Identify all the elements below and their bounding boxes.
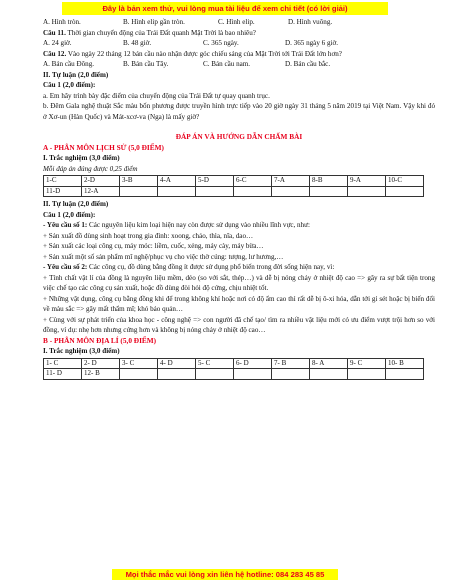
answer-cell: 2-D xyxy=(82,176,120,187)
answer-cell xyxy=(196,186,234,197)
answer-cell xyxy=(272,369,310,380)
answer-cell xyxy=(310,186,348,197)
preview-banner: Đây là bản xem thử, vui lòng mua tài liệu để xem chi tiết (có lời giải) xyxy=(62,2,388,15)
section-b-title: B - PHÂN MÔN ĐỊA LÍ (5,0 ĐIỂM) xyxy=(43,335,157,345)
answer-cell: 6-C xyxy=(234,176,272,187)
answer-cell xyxy=(348,369,386,380)
answer-cell: 5- C xyxy=(196,358,234,369)
answer-title: ĐÁP ÁN VÀ HƯỚNG DẪN CHẤM BÀI xyxy=(175,132,303,141)
question-text: Thời gian chuyển động của Trái Đất quanh Mặt Trời là bao nhiêu? xyxy=(65,28,256,37)
list-item: + Sản xuất một số sản phẩm mĩ nghệ/phục vụ cho việc thờ cúng: tượng, lư hương,… xyxy=(43,252,284,261)
answer-cell xyxy=(348,186,386,197)
q11-options xyxy=(43,38,435,49)
answer-cell xyxy=(158,369,196,380)
a-part2-heading: II. Tự luận (2,0 điểm) xyxy=(43,200,109,208)
answer-cell: 9-A xyxy=(348,176,386,187)
answer-cell: 2- D xyxy=(82,358,120,369)
answer-cell: 6- D xyxy=(234,358,272,369)
essay-b: b. Đêm Gala nghệ thuật Sắc màu bốn phương được truyền hình trực tiếp vào 20 giờ ngày 31 tháng 5 năm 2019 tại Việt Nam. Vậy khi đó ở Xơ-un (Hàn Quốc) và Mát-xcơ-va (Nga) là mấy giờ? xyxy=(43,102,435,121)
answer-cell: 3- C xyxy=(120,358,158,369)
section-a-title: A - PHÂN MÔN LỊCH SỬ (5,0 ĐIỂM) xyxy=(43,142,164,152)
requirement-text: Các công cụ, đồ dùng bằng đồng ít được sử dụng phổ biến trong đời sống hiện nay, vì: xyxy=(87,263,335,271)
document-body xyxy=(43,17,435,382)
answer-cell xyxy=(120,186,158,197)
list-item: + Tính chất vật lí của đồng là nguyên liệu mềm, dẻo (so với sắt, thép…) và dễ bị nóng chảy ở nhiệt độ cao => gây ra sự bất tiện trong việc chế tạo các công cụ sản xuất, hoặc đồ dùng đòi hỏi độ cứng, chịu nhiệt tốt. xyxy=(43,273,435,292)
answer-cell: 9- C xyxy=(348,358,386,369)
hotline-banner: Mọi thắc mắc vui lòng xin liên hệ hotline: 084 283 45 85 xyxy=(112,569,338,580)
list-item: + Sản xuất đồ dùng sinh hoạt trong gia đình: xoong, chảo, thìa, nĩa, dao… xyxy=(43,231,254,240)
requirement-text: Các nguyên liệu kim loại hiện nay còn được sử dụng vào nhiều lĩnh vực, như: xyxy=(87,221,310,229)
answer-cell xyxy=(272,186,310,197)
q10-option-d: D. Hình vuông. xyxy=(288,18,333,26)
answer-cell xyxy=(120,369,158,380)
answer-cell xyxy=(310,369,348,380)
requirement-label: - Yêu cầu số 2: xyxy=(43,263,88,271)
question-label: Câu 11. xyxy=(43,28,66,37)
q12-option-d: D. Bán cầu bắc. xyxy=(285,60,331,68)
q12-option-b: B. Bán cầu Tây. xyxy=(123,60,169,68)
q11-option-c: C. 365 ngày. xyxy=(203,39,239,47)
answer-cell: 11-D xyxy=(44,186,82,197)
answer-cell: 7-A xyxy=(272,176,310,187)
table-row xyxy=(44,369,424,380)
answer-cell xyxy=(234,186,272,197)
answer-cell xyxy=(386,186,424,197)
q10-option-b: B. Hình elip gần tròn. xyxy=(123,18,185,26)
b-part1-heading: I. Trắc nghiệm (3,0 điểm) xyxy=(43,347,120,355)
answer-cell: 1-C xyxy=(44,176,82,187)
q10-option-a: A. Hình tròn. xyxy=(43,18,81,26)
list-item: + Sản xuất các loại công cụ, máy móc: liềm, cuốc, xẻng, máy cày, máy bừa… xyxy=(43,242,264,250)
q11-option-d: D. 365 ngày 6 giờ. xyxy=(285,39,339,47)
question-11 xyxy=(43,28,435,39)
answer-cell: 10-C xyxy=(386,176,424,187)
q10-options xyxy=(43,17,435,28)
table-row xyxy=(44,176,424,187)
answer-cell: 12-A xyxy=(82,186,120,197)
answer-cell: 11- D xyxy=(44,369,82,380)
answer-cell xyxy=(234,369,272,380)
question-label: Câu 12. xyxy=(43,49,67,58)
table-row xyxy=(44,186,424,197)
answer-cell: 8- A xyxy=(310,358,348,369)
q12-option-c: C. Bán cầu nam. xyxy=(203,60,251,68)
history-answer-table xyxy=(43,175,424,197)
requirement-label: - Yêu cầu số 1: xyxy=(43,221,88,229)
list-item: + Cùng với sự phát triển của khoa học - công nghệ => con người đã chế tạo/ tìm ra nhiều vật liệu mới có ưu điểm vượt trội hơn so với đồng, ví dụ: nhẹ hơn nhưng cứng hơn và không bị nóng chảy ở nhiệt độ cao… xyxy=(43,315,435,334)
q10-option-c: C. Hình elip. xyxy=(218,18,255,26)
answer-cell xyxy=(386,369,424,380)
table-row xyxy=(44,358,424,369)
answer-cell: 5-D xyxy=(196,176,234,187)
question-text: Vào ngày 22 tháng 12 bán cầu nào nhận được góc chiếu sáng của Mặt Trời tới Trái Đất lớn hơn? xyxy=(66,49,342,58)
requirement-1 xyxy=(43,220,435,231)
answer-cell: 7- B xyxy=(272,358,310,369)
q11-option-a: A. 24 giờ. xyxy=(43,39,72,47)
part2-heading: II. Tự luận (2,0 điểm) xyxy=(43,70,109,79)
list-item: + Những vật dụng, công cụ bằng đồng khi để trong không khí hoặc nơi có độ ẩm cao thì rất dễ bị ô-xi hóa, dẫn tới gỉ sét hoặc bị biến đổi về màu sắc => gây mất thẩm mĩ; khó bảo quản… xyxy=(43,294,435,313)
a-cau1-heading: Câu 1 (2,0 điểm): xyxy=(43,210,96,219)
answer-cell: 12- B xyxy=(82,369,120,380)
answer-cell xyxy=(196,369,234,380)
answer-cell: 3-B xyxy=(120,176,158,187)
q12-options xyxy=(43,59,435,70)
essay-a: a. Em hãy trình bày đặc điểm của chuyển động của Trái Đất tự quay quanh trục. xyxy=(43,91,270,100)
a-part1-note: Mỗi đáp án đúng được 0,25 điểm xyxy=(43,164,138,173)
geography-answer-table xyxy=(43,358,424,380)
answer-cell: 10- B xyxy=(386,358,424,369)
answer-cell xyxy=(158,186,196,197)
cau1-heading: Câu 1 (2,0 điểm): xyxy=(43,81,96,89)
requirement-2 xyxy=(43,262,435,273)
answer-cell: 4-A xyxy=(158,176,196,187)
answer-cell: 4- D xyxy=(158,358,196,369)
answer-cell: 1- C xyxy=(44,358,82,369)
answer-cell: 8-B xyxy=(310,176,348,187)
q12-option-a: A. Bán cầu Đông. xyxy=(43,60,95,68)
a-part1-heading: I. Trắc nghiệm (3,0 điểm) xyxy=(43,154,120,162)
question-12 xyxy=(43,49,435,60)
q11-option-b: B. 48 giờ. xyxy=(123,39,152,47)
